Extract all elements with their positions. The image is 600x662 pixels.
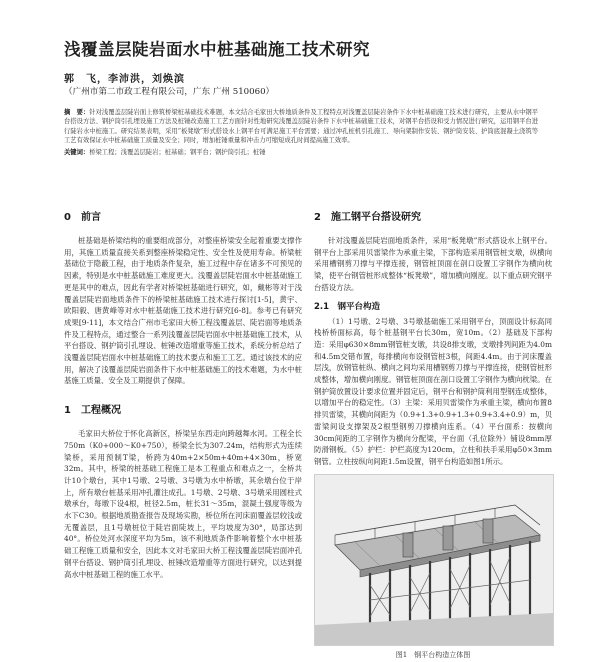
right-column [314, 208, 552, 660]
keywords [64, 148, 538, 157]
keywords-text: 桥梁工程；浅覆盖层陡岩；桩基础；钢平台；钢护筒引孔；桩锤 [89, 148, 266, 156]
abstract-block [64, 108, 538, 157]
subsection-heading-structure: 2.1 钢平台构造 [314, 301, 381, 312]
abstract-label: 摘 要： [64, 109, 90, 116]
paper-title: 浅覆盖层陡岩面水中桩基础施工技术研究 [64, 40, 370, 59]
affiliation: （广州市第二市政工程有限公司，广东 广州 510060） [64, 87, 275, 97]
steel-platform-illustration [315, 475, 553, 645]
left-column [64, 208, 302, 580]
section-heading-platform: 2 施工钢平台搭设研究 [314, 212, 421, 223]
keywords-label: 关键词： [64, 148, 90, 156]
section-heading-intro: 0 前言 [64, 212, 101, 223]
section-intro-paragraph: 桩基础是桥梁结构的重要组成部分，对整座桥梁安全起着重要支撑作用，其施工质量直接关系到整座桥梁稳定性、安全性及使用寿命。桥梁桩基础位于隐蔽工程，由于地质条件复杂，施工过程中存在诸多不可预见的因素，特别是水中桩基础施工难度更大。浅覆盖层陡岩面水中桩基础施工更是其中的难点，因此有学者对桥梁桩基础进行研究，如，戴彬等对于浅覆盖层陡岩面地质条件下的桥梁桩基础施工技术进行探讨[1-5]，黄宇、欧阳毅、唐黄峰等对水中桩基础施工技术进行研究[6-8]。参考已有研究成果[9-11]，本文结合广州市毛家田大桥工程浅覆盖层、陡岩面等地质条件及工程特点，通过整合一系列浅覆盖层陡岩面水中桩基础施工技术，从平台搭设、钢护筒引孔埋设、桩锤改造增重等施工技术，系统分析总结了浅覆盖层陡岩面水中桩基础施工的技术要点和施工工艺。通过该技术的应用，解决了浅覆盖层陡岩面条件下水中桩基础施工的技术难题，为水中桩基施工质量、安全及工期提供了保障。 [64, 236, 302, 386]
abstract [64, 108, 538, 146]
figure-steel-platform [314, 474, 554, 646]
abstract-text: 针对浅覆盖层陡岩面上修筑桥梁桩基础技术难题，本文结合毛家田大桥地质条件及工程特点对浅覆盖层陡岩条件下水中桩基础施工技术进行研究，主要从水中钢平台搭设方法、钢护筒引孔埋设施工方法及桩锤改造施工工艺方面针对性地研究浅覆盖层陡岩条件下水中桩基础施工技术，对钢平台搭设和受力情况进行研究，运用钢平台进行陡岩水中桩施工。研究结果表明，采用“板凳墩”形式搭设水上钢平台可满足施工平台需要；通过冲孔桩机引孔施工、导向架制作安装、钢护筒安装、护筒底混凝土浇筑等工艺有效保证水中桩基础施工质量及安全；同时，增加桩锤重量和冲击力可缩短成孔时间提高施工效率。 [64, 109, 538, 145]
figure-caption: 图1 钢平台构造立体图 [395, 650, 471, 659]
subsection-structure-paragraph: （1）1号墩、2号墩、3号墩基础施工采用钢平台，顶面设计标高同栈桥桥面标高，每个桩基钢平台长30m，宽10m。（2）基础及下部构造：采用φ630×8mm钢管桩支墩，共设8排支墩，支墩排列间距为4.0m和4.5m交错布置，每排横向布设钢管桩3根，间距4.4m。由于河床覆盖层浅，放钢管桩纵、横向之间均采用槽钢剪刀撑与平撑连接，使钢管桩形成整体，增加横向刚度。钢管桩顶面在剖口设置工字钢作为横向枕梁。在钢护筒放置设计要求位置并固定后，钢平台和钢护筒利用型钢连成整体，以增加平台的稳定性。（3）主梁：采用贝雷梁作为承重主梁，横向布置8排贝雷梁，其横向间距为（0.9+1.3+0.9+1.3+0.9+3.4+0.9）m，贝雷梁间设支撑架及2根型钢剪刀撑横向连系。（4）平台面系：按横向30cm间距的工字钢作为横向分配梁，平台面（孔位除外）铺设8mm厚防滑钢板。（5）护栏：护栏高度为120cm，立柱和扶手采用φ50×3mm钢管。立柱按纵向间距1.5m设置，钢平台构造如图1所示。 [314, 316, 552, 466]
section-heading-overview: 1 工程概况 [64, 405, 121, 417]
section-overview-paragraph: 毛家田大桥位于怀化高新区，桥梁呈东西走向跨越舞水河。工程全长750m（K0+000～K0+750），桥梁全长为307.24m，结构形式为连续梁桥，采用预制T梁，桥跨为40m+2×50m+40m+4×30m，桥宽32m。其中，桥梁的桩基础工程施工是本工程重点和难点之一，全桥共计10个墩台，其中1号墩、2号墩、3号墩为水中桥墩，其余墩台位于岸上，所有墩台桩基采用冲孔灌注成孔。1号墩、2号墩、3号墩采用圆柱式墩承台，每墩下设4根，桩径2.5m，桩长31～35m，混凝土强度等级为水下C30。根据地质勘查报告及现场实勘，桥位所在河床面覆盖层较浅或无覆盖层，且1号墩桩位于陡岩面陡坡上，平均坡度为30°，局部达到40°。桥位处河水深度平均为5m，该不利地质条件影响着整个水中桩基础工程施工质量和安全，因此本文对毛家田大桥工程浅覆盖层陡岩面冲孔钢平台搭设、钢护筒引孔埋设、桩锤改造增重等方面进行研究，以达到提高水中桩基础工程的施工水平。 [64, 429, 302, 579]
author-list: 郭 飞，李沛洪，刘焕滨 [64, 74, 185, 85]
section-platform-paragraph: 针对浅覆盖层陡岩面地质条件，采用“板凳墩”形式搭设水上钢平台。钢平台上部采用贝雷梁作为承重主梁，下部构造采用钢管桩支墩，纵横向采用槽钢剪刀撑与平撑连接，钢管桩顶面在剖口设置工字钢作为横向枕梁，使平台钢管桩形成整体“板凳墩”，增加横向刚度。以下重点研究钢平台搭设方法。 [314, 236, 552, 292]
